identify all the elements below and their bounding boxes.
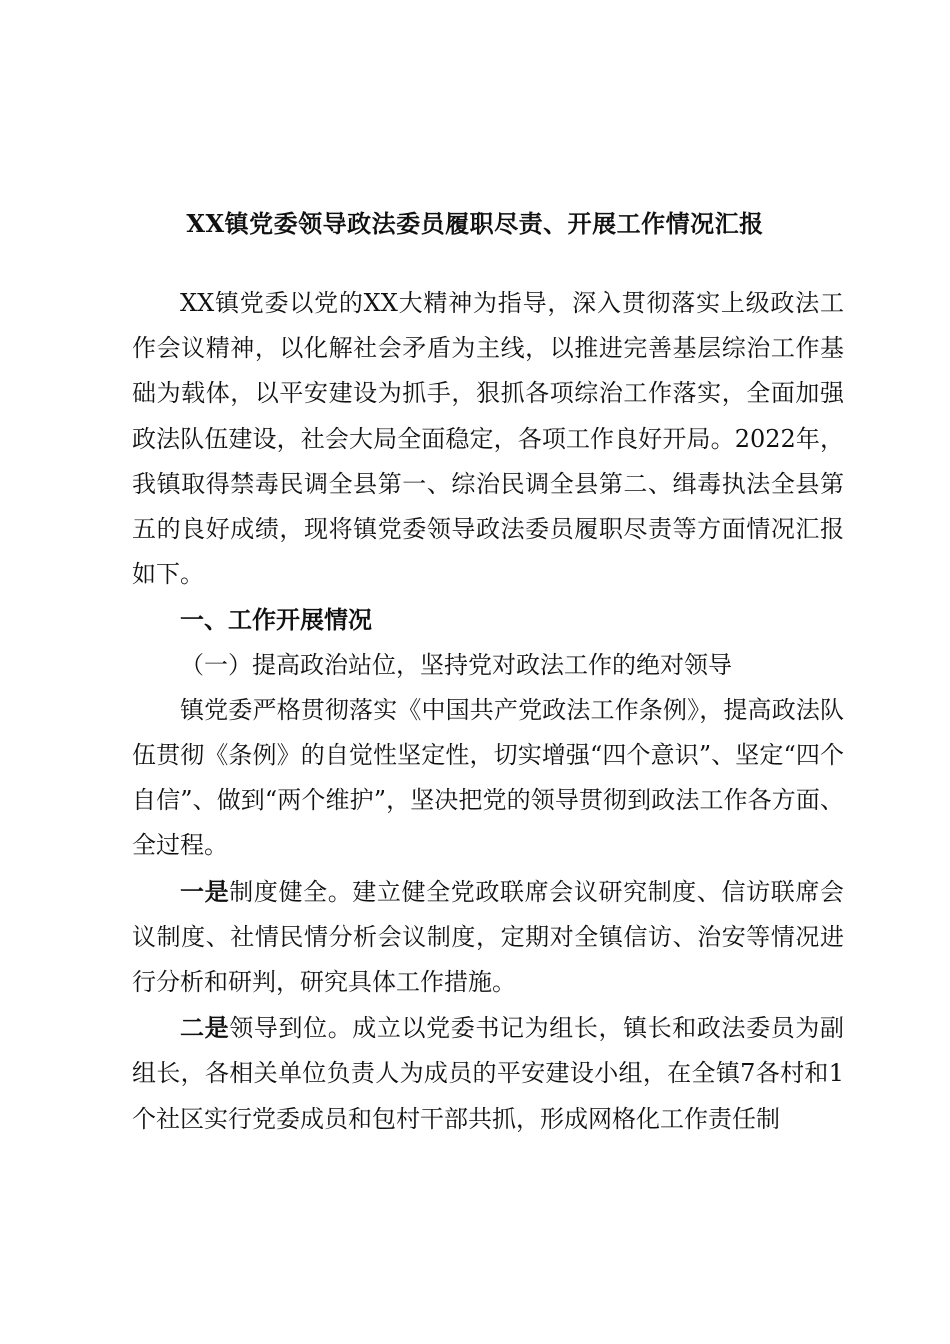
list-item-1-lead: 一是 — [180, 876, 230, 906]
section-heading: 一、工作开展情况 — [180, 605, 372, 635]
document-body — [132, 281, 844, 1142]
list-item-2-lead: 二是 — [180, 1013, 230, 1043]
list-item-2-text: 领导到位。成立以党委书记为组长，镇长和政法委员为副组长，各相关单位负责人为成员的平安建设小组，在全镇7各村和1个社区实行党委成员和包村干部共抓，形成网格化工作责任制 — [132, 1014, 845, 1133]
list-item-2 — [132, 1005, 844, 1142]
intro-paragraph: XX镇党委以党的XX大精神为指导，深入贯彻落实上级政法工作会议精神，以化解社会矛盾为主线，以推进完善基层综治工作基础为载体，以平安建设为抓手，狠抓各项综治工作落实，全面加强政法队伍建设，社会大局全面稳定，各项工作良好开局。2022年，我镇取得禁毒民调全县第一、综治民调全县第二、缉毒执法全县第五的良好成绩，现将镇党委领导政法委员履职尽责等方面情况汇报如下。 — [132, 289, 844, 589]
subsection-paragraph: 镇党委严格贯彻落实《中国共产党政法工作条例》，提高政法队伍贯彻《条例》的自觉性坚定性，切实增强“四个意识”、坚定“四个自信”、做到“两个维护”，坚决把党的领导贯彻到政法工作各方面、全过程。 — [132, 695, 844, 860]
document-title: XX镇党委领导政法委员履职尽责、开展工作情况汇报 — [186, 209, 764, 238]
subsection-heading: （一）提高政治站位，坚持党对政法工作的绝对领导 — [180, 650, 732, 679]
list-item-1-text: 制度健全。建立健全党政联席会议研究制度、信访联席会议制度、社情民情分析会议制度，定期对全镇信访、治安等情况进行分析和研判，研究具体工作措施。 — [132, 877, 845, 997]
list-item-1 — [132, 869, 844, 1006]
